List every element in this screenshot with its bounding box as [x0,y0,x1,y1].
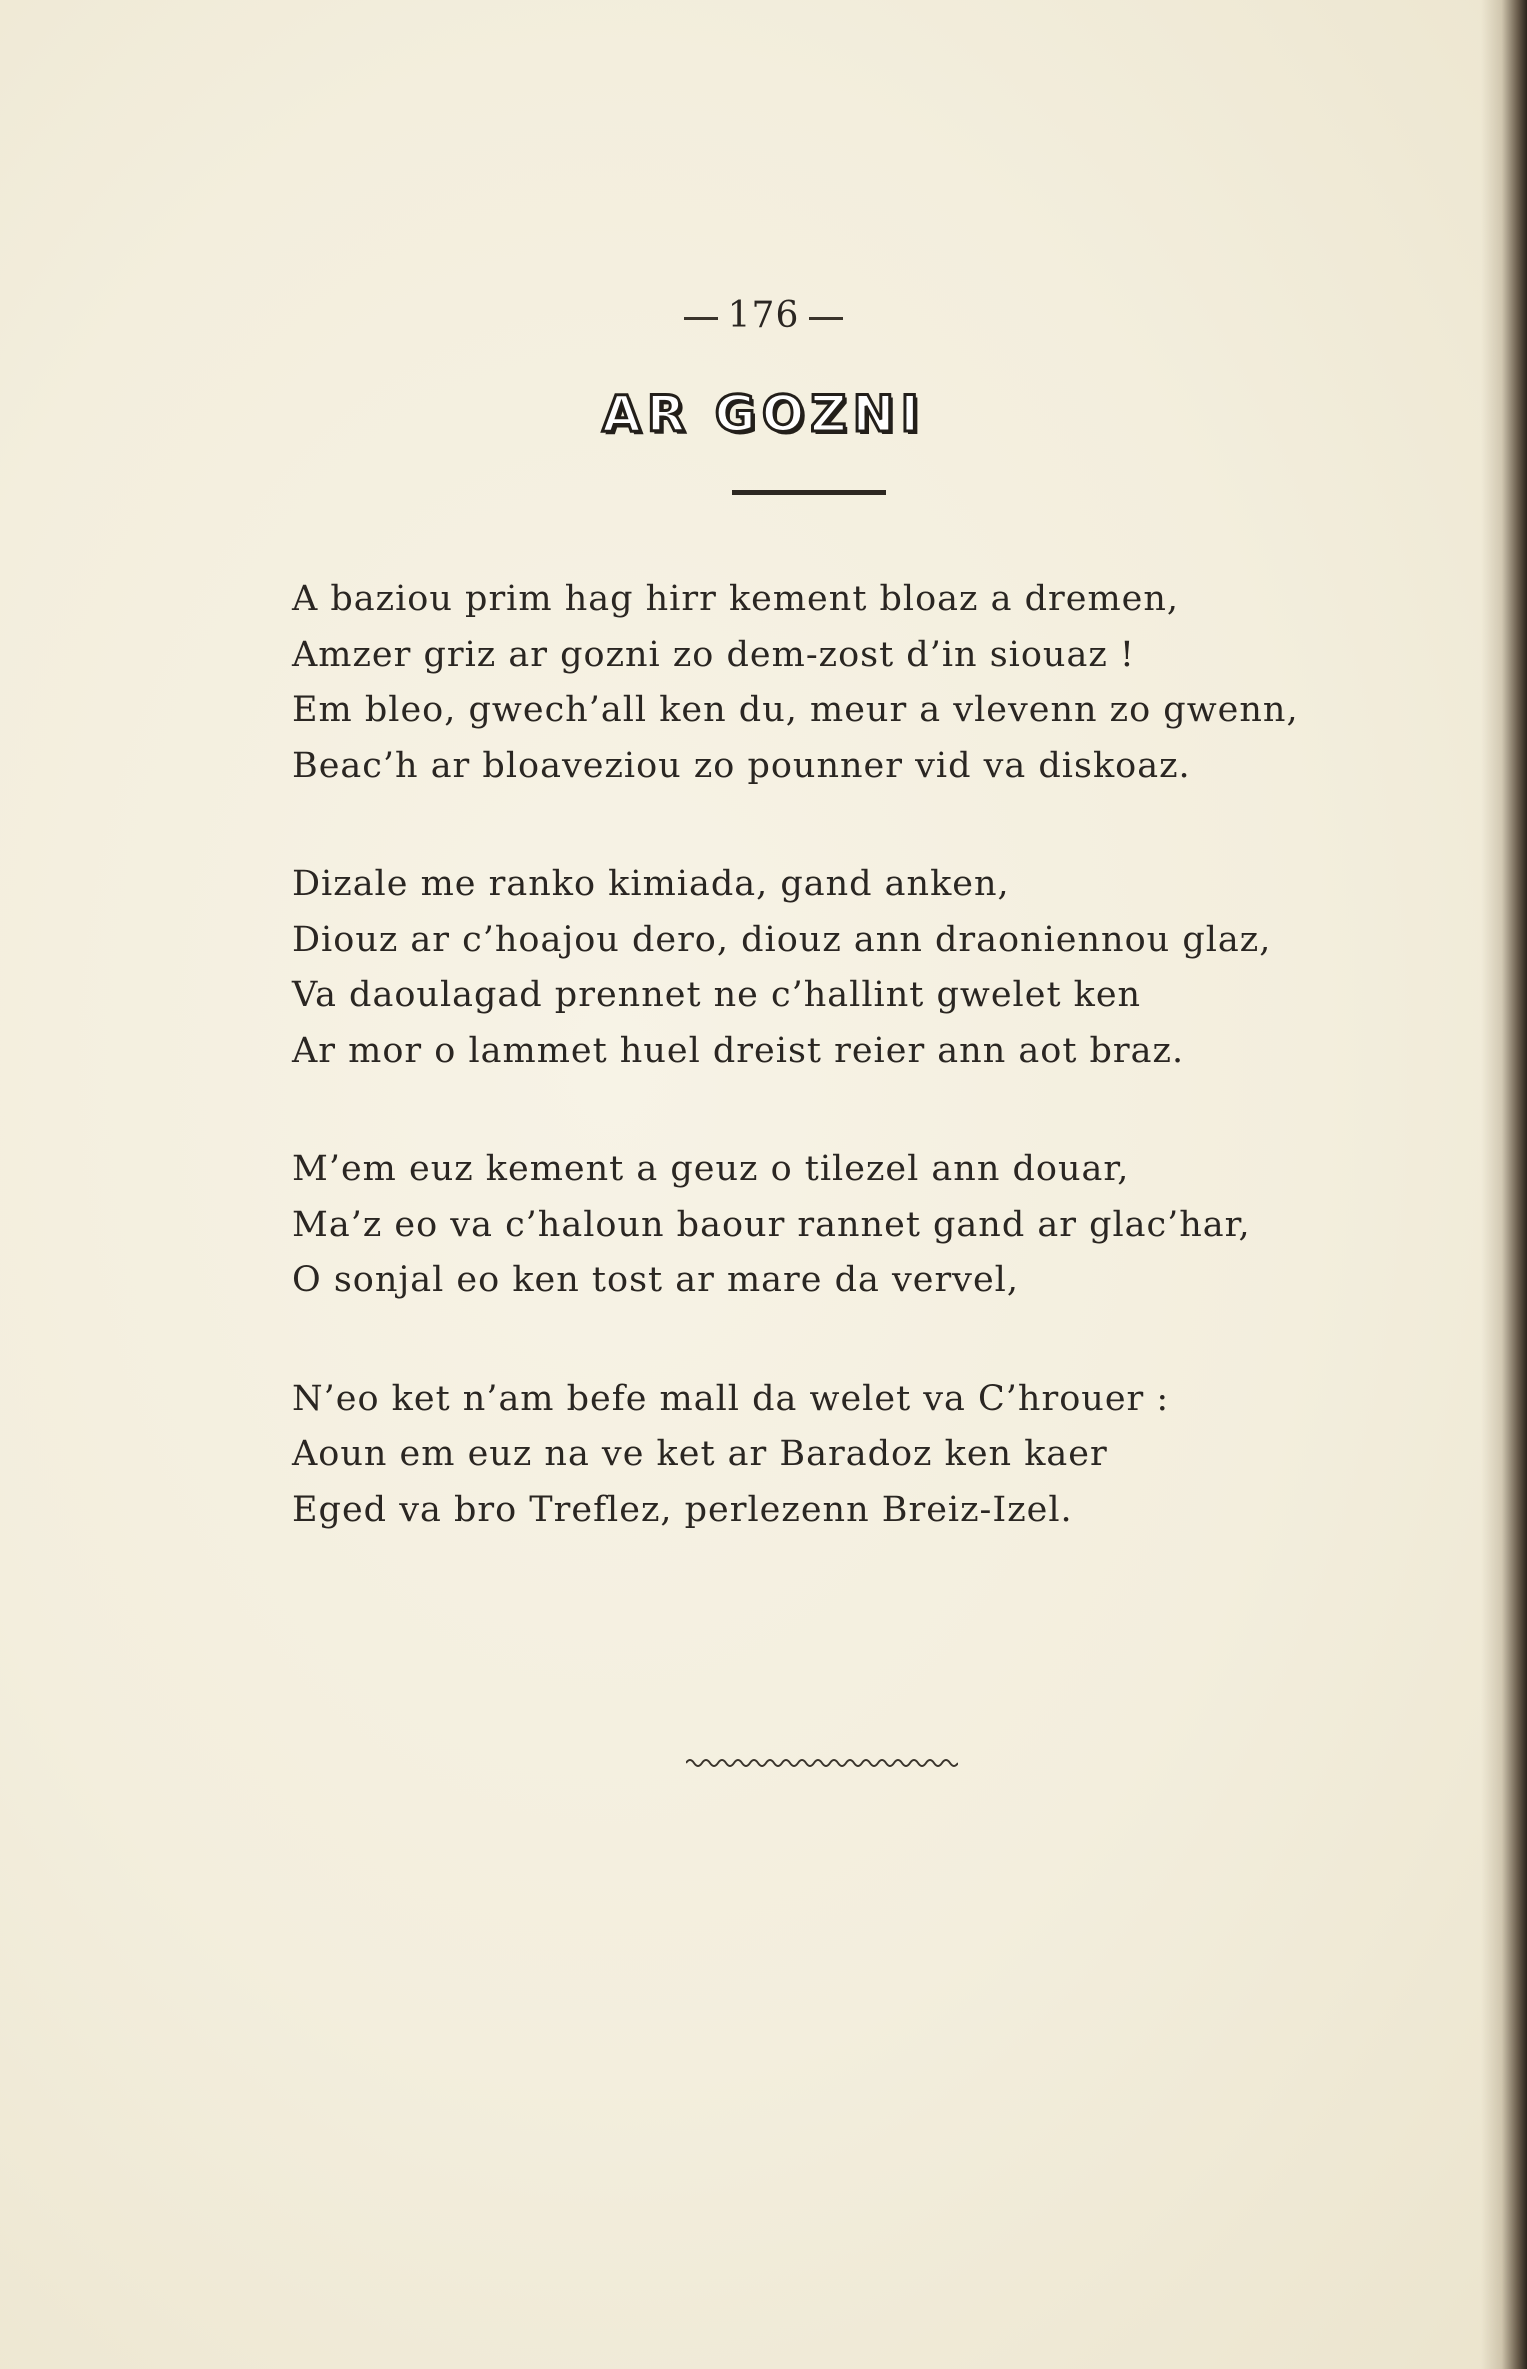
poem-line: M’em euz kement a geuz o tilezel ann douar, [292,1149,1130,1189]
poem-line: Diouz ar c’hoajou dero, diouz ann draoniennou glaz, [292,919,1272,960]
page-number-dash-left [684,317,718,320]
poem-line: Em bleo, gwech’all ken du, meur a vlevenn zo gwenn, [292,690,1299,730]
poem-line: Beac’h ar bloaveziou zo pounner vid va diskoaz. [292,745,1191,786]
stanza-3 [292,1142,1392,1309]
page-number-text: 176 [727,295,800,336]
stanza-1 [292,572,1392,794]
poem-line: Aoun em euz na ve ket ar Baradoz ken kaer [292,1434,1108,1474]
stanza-2 [292,857,1392,1079]
poem-line: A baziou prim hag hirr kement bloaz a dremen, [292,579,1180,619]
poem-line: O sonjal eo ken tost ar mare da vervel, [292,1260,1019,1300]
poem-line: Eged va bro Treflez, perlezenn Breiz-Izel. [292,1489,1073,1530]
poem-line: N’eo ket n’am befe mall da welet va C’hrouer : [292,1378,1170,1419]
poem-line: Dizale me ranko kimiada, gand anken, [292,864,1010,904]
wavy-ornament [686,1755,958,1771]
poem-body [292,572,1392,1538]
poem-title: AR GOZNI [602,385,925,443]
poem-line: Amzer griz ar gozni zo dem-zost d’in siouaz ! [292,634,1135,675]
page-number [0,295,1527,336]
poem-line: Va daoulagad prennet ne c’hallint gwelet ken [292,975,1142,1015]
title-rule [732,490,886,495]
page-number-dash-right [809,317,843,320]
poem-line: Ar mor o lammet huel dreist reier ann aot braz. [292,1030,1185,1071]
stanza-4 [292,1372,1392,1539]
spine-shadow [1481,0,1527,2369]
poem-line: Ma’z eo va c’haloun baour rannet gand ar glac’har, [292,1204,1251,1245]
